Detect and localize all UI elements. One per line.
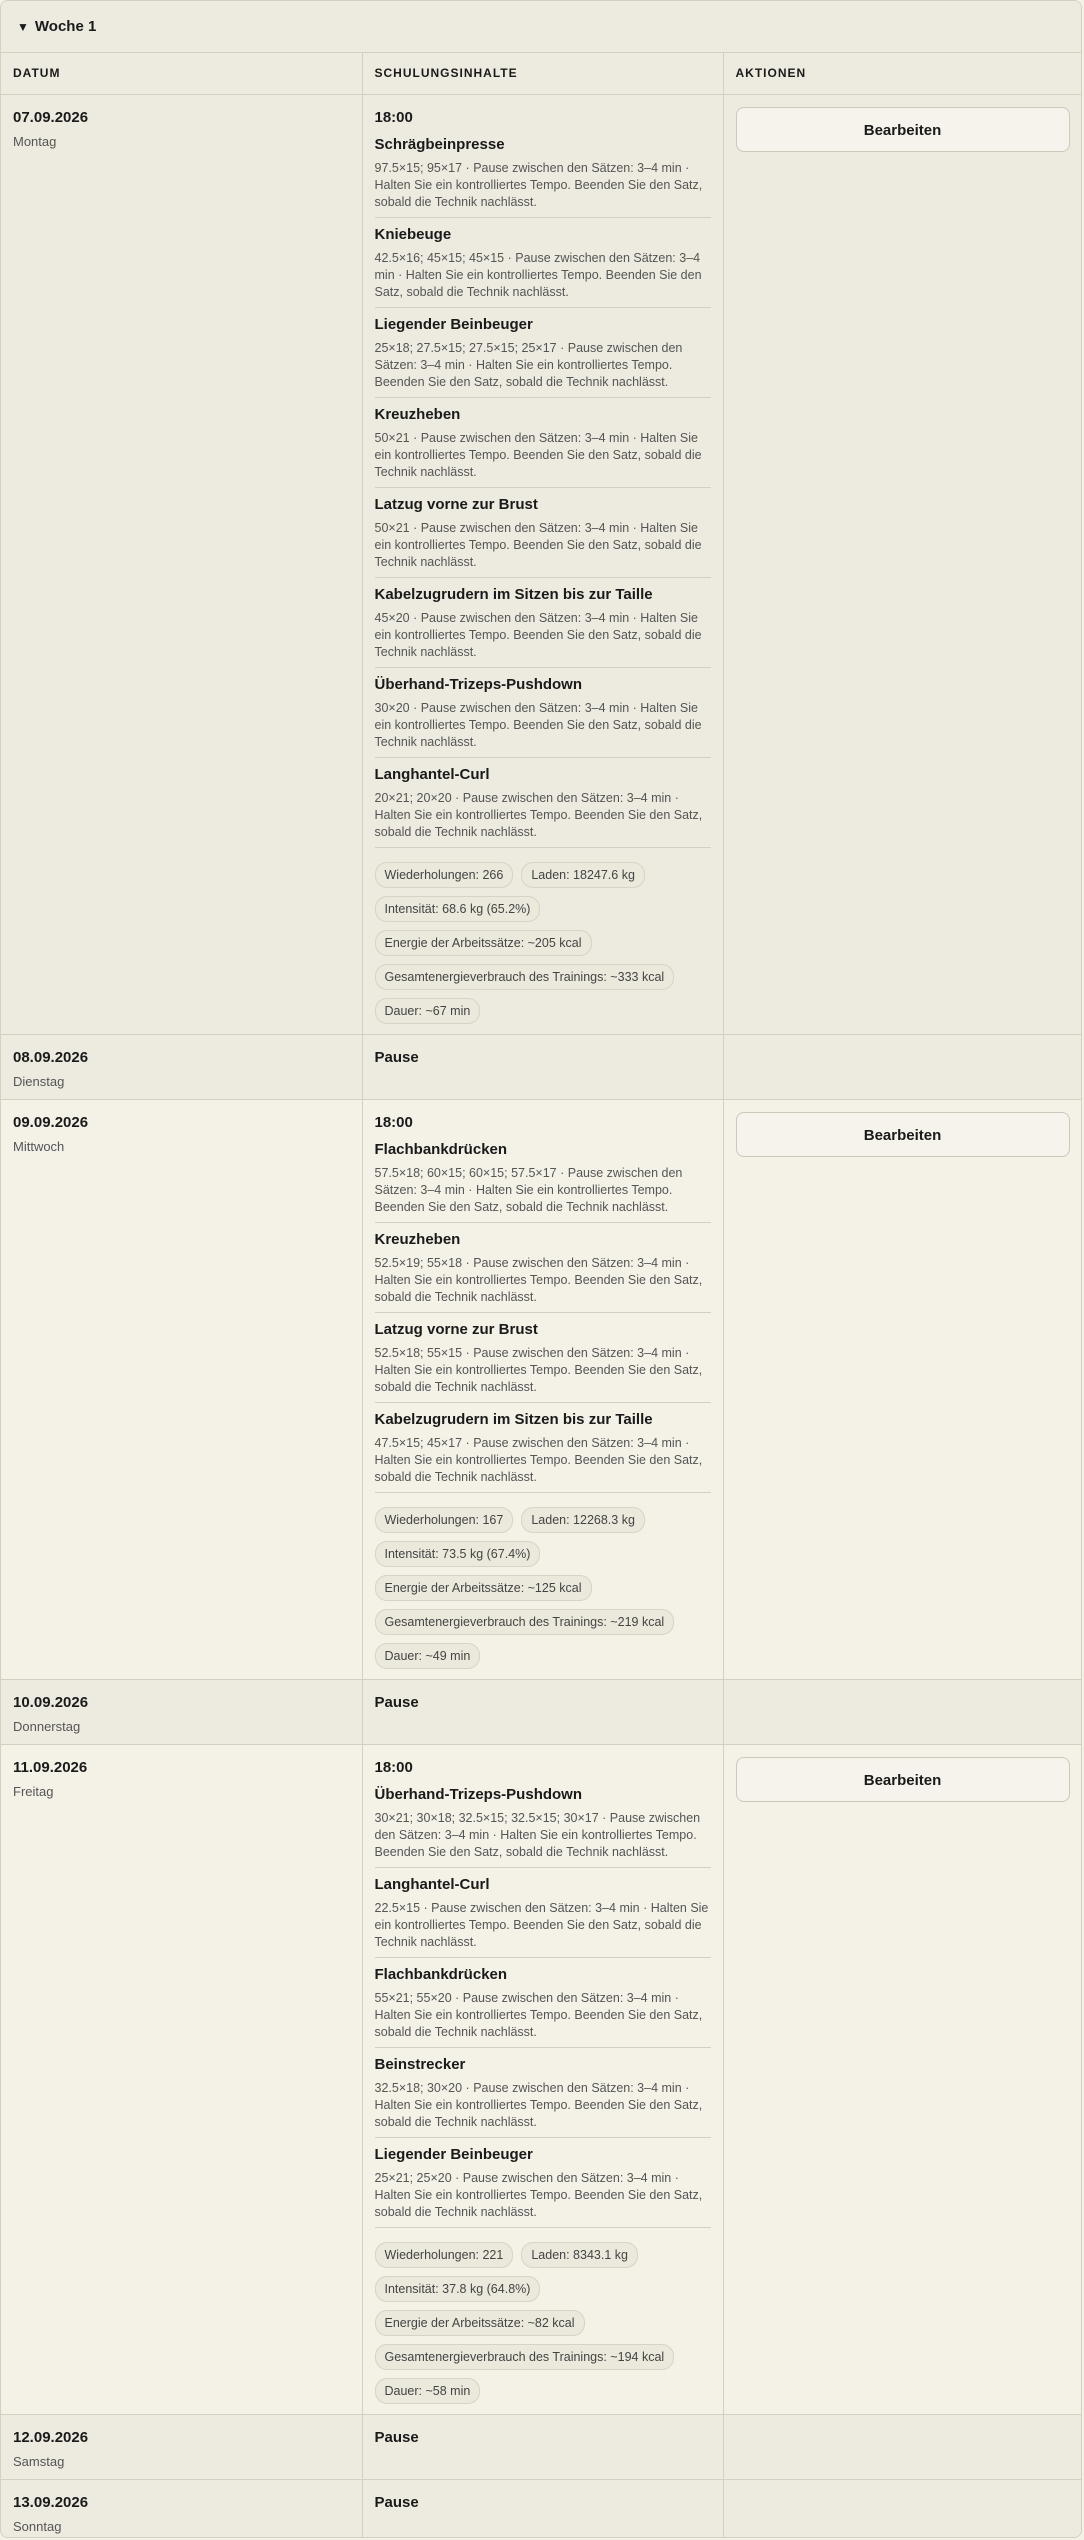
exercise-item [375,1137,711,1223]
date-cell [1,1034,362,1099]
exercise-detail: 55×21; 55×20 · Pause zwischen den Sätzen: 3–4 min · Halten Sie ein kontrolliertes Tempo. Beenden Sie den Satz, sobald die Technik nachlässt. [374,1990,703,2039]
stat-badge: Wiederholungen: 167 [375,1507,514,1533]
schedule-table [1,53,1082,2538]
table-row [1,1034,1082,1099]
exercise-item [375,758,711,848]
column-header-date: DATUM [1,53,362,94]
exercise-detail: 47.5×15; 45×17 · Pause zwischen den Sätzen: 3–4 min · Halten Sie ein kontrolliertes Tempo. Beenden Sie den Satz, sobald die Technik nachlässt. [374,1435,703,1484]
actions-cell [723,1679,1082,1744]
content-cell [362,94,723,1034]
date-cell [1,2414,362,2479]
stat-badge: Intensität: 73.5 kg (67.4%) [375,1541,541,1567]
table-row [1,1679,1082,1744]
table-row [1,1099,1082,1679]
session-time: 18:00 [374,108,413,126]
date-cell [1,2479,362,2538]
exercise-item [375,1223,711,1313]
content-cell [362,1744,723,2414]
rest-label: Pause [374,2428,419,2446]
exercise-detail: 52.5×19; 55×18 · Pause zwischen den Sätzen: 3–4 min · Halten Sie ein kontrolliertes Tempo. Beenden Sie den Satz, sobald die Technik nachlässt. [374,1255,703,1304]
stat-badge: Gesamtenergieverbrauch des Trainings: ~333 kcal [375,964,675,990]
exercise-detail: 25×18; 27.5×15; 27.5×15; 25×17 · Pause zwischen den Sätzen: 3–4 min · Halten Sie ein kontrolliertes Tempo. Beenden Sie den Satz, sobald die Technik nachlässt. [374,340,683,389]
table-row [1,2479,1082,2538]
exercise-detail: 50×21 · Pause zwischen den Sätzen: 3–4 min · Halten Sie ein kontrolliertes Tempo. Beenden Sie den Satz, sobald die Technik nachlässt. [374,520,702,569]
day-date: 08.09.2026 [13,1048,89,1066]
exercise-item [375,1958,711,2048]
exercise-name: Langhantel-Curl [374,765,490,783]
stat-badge: Intensität: 37.8 kg (64.8%) [375,2276,541,2302]
triangle-down-icon: ▼ [17,19,29,34]
day-weekday: Montag [13,133,57,149]
table-header-row [1,53,1082,94]
exercise-name: Schrägbeinpresse [374,135,505,153]
stat-badge: Energie der Arbeitssätze: ~205 kcal [375,930,592,956]
exercise-item [375,1868,711,1958]
day-weekday: Freitag [13,1783,54,1799]
actions-cell [723,2479,1082,2538]
rest-label: Pause [374,1048,419,1066]
exercise-item [375,398,711,488]
exercise-item [375,132,711,218]
day-weekday: Donnerstag [13,1718,81,1734]
table-row [1,1744,1082,2414]
exercise-item [375,218,711,308]
content-cell [362,1099,723,1679]
table-row [1,2414,1082,2479]
date-cell [1,1744,362,2414]
actions-cell [723,1099,1082,1679]
day-date: 10.09.2026 [13,1693,89,1711]
date-cell [1,94,362,1034]
table-row [1,94,1082,1034]
day-date: 07.09.2026 [13,108,89,126]
day-date: 13.09.2026 [13,2493,89,2511]
exercise-detail: 45×20 · Pause zwischen den Sätzen: 3–4 min · Halten Sie ein kontrolliertes Tempo. Beenden Sie den Satz, sobald die Technik nachlässt. [374,610,702,659]
exercise-detail: 30×21; 30×18; 32.5×15; 32.5×15; 30×17 · Pause zwischen den Sätzen: 3–4 min · Halten Sie ein kontrolliertes Tempo. Beenden Sie den Satz, sobald die Technik nachlässt. [374,1810,701,1859]
exercise-name: Liegender Beinbeuger [374,315,533,333]
day-weekday: Mittwoch [13,1138,65,1154]
session-time: 18:00 [374,1758,413,1776]
exercise-name: Kreuzheben [374,405,461,423]
exercise-name: Kabelzugrudern im Sitzen bis zur Taille [374,585,653,603]
exercise-item [375,578,711,668]
rest-label: Pause [374,1693,419,1711]
stat-badge: Wiederholungen: 266 [375,862,514,888]
day-date: 12.09.2026 [13,2428,89,2446]
content-cell [362,1034,723,1099]
stat-badge: Wiederholungen: 221 [375,2242,514,2268]
actions-cell [723,1034,1082,1099]
exercise-name: Flachbankdrücken [374,1140,508,1158]
exercise-name: Langhantel-Curl [374,1875,490,1893]
exercise-item [375,1403,711,1493]
exercise-name: Kabelzugrudern im Sitzen bis zur Taille [374,1410,653,1428]
stat-badge: Dauer: ~67 min [375,998,481,1024]
exercise-detail: 20×21; 20×20 · Pause zwischen den Sätzen: 3–4 min · Halten Sie ein kontrolliertes Tempo. Beenden Sie den Satz, sobald die Technik nachlässt. [374,790,703,839]
stats-badges [375,1507,715,1669]
stat-badge: Gesamtenergieverbrauch des Trainings: ~194 kcal [375,2344,675,2370]
stat-badge: Intensität: 68.6 kg (65.2%) [375,896,541,922]
day-weekday: Samstag [13,2453,65,2469]
actions-cell [723,1744,1082,2414]
session-time: 18:00 [374,1113,413,1131]
exercise-detail: 25×21; 25×20 · Pause zwischen den Sätzen: 3–4 min · Halten Sie ein kontrolliertes Tempo. Beenden Sie den Satz, sobald die Technik nachlässt. [374,2170,703,2219]
stat-badge: Laden: 8343.1 kg [521,2242,638,2268]
content-cell [362,2414,723,2479]
stat-badge: Laden: 18247.6 kg [521,862,645,888]
stat-badge: Dauer: ~49 min [375,1643,481,1669]
exercise-detail: 22.5×15 · Pause zwischen den Sätzen: 3–4 min · Halten Sie ein kontrolliertes Tempo. Beenden Sie den Satz, sobald die Technik nachlässt. [374,1900,709,1949]
stat-badge: Gesamtenergieverbrauch des Trainings: ~219 kcal [375,1609,675,1635]
exercise-detail: 32.5×18; 30×20 · Pause zwischen den Sätzen: 3–4 min · Halten Sie ein kontrolliertes Tempo. Beenden Sie den Satz, sobald die Technik nachlässt. [374,2080,703,2129]
exercise-detail: 57.5×18; 60×15; 60×15; 57.5×17 · Pause zwischen den Sätzen: 3–4 min · Halten Sie ein kontrolliertes Tempo. Beenden Sie den Satz, sobald die Technik nachlässt. [374,1165,683,1214]
column-header-actions: AKTIONEN [723,53,1082,94]
stat-badge: Laden: 12268.3 kg [521,1507,645,1533]
week-title: Woche 1 [34,18,97,35]
exercise-item [375,488,711,578]
stats-badges [375,2242,715,2404]
exercise-name: Liegender Beinbeuger [374,2145,533,2163]
stat-badge: Energie der Arbeitssätze: ~82 kcal [375,2310,585,2336]
stat-badge: Dauer: ~58 min [375,2378,481,2404]
exercise-detail: 50×21 · Pause zwischen den Sätzen: 3–4 min · Halten Sie ein kontrolliertes Tempo. Beenden Sie den Satz, sobald die Technik nachlässt. [374,430,702,479]
exercise-name: Überhand-Trizeps-Pushdown [374,675,583,693]
day-date: 11.09.2026 [13,1758,88,1776]
day-weekday: Dienstag [13,1073,65,1089]
exercise-detail: 52.5×18; 55×15 · Pause zwischen den Sätzen: 3–4 min · Halten Sie ein kontrolliertes Tempo. Beenden Sie den Satz, sobald die Technik nachlässt. [374,1345,703,1394]
exercise-name: Beinstrecker [374,2055,466,2073]
exercise-name: Überhand-Trizeps-Pushdown [374,1785,583,1803]
rest-label: Pause [374,2493,419,2511]
exercise-item [375,1782,711,1868]
exercise-item [375,668,711,758]
content-cell [362,2479,723,2538]
exercise-name: Kreuzheben [374,1230,461,1248]
exercise-detail: 97.5×15; 95×17 · Pause zwischen den Sätzen: 3–4 min · Halten Sie ein kontrolliertes Tempo. Beenden Sie den Satz, sobald die Technik nachlässt. [374,160,703,209]
exercise-item [375,2048,711,2138]
exercise-name: Flachbankdrücken [374,1965,508,1983]
day-weekday: Sonntag [13,2518,62,2534]
edit-button[interactable]: Bearbeiten [736,1112,1070,1157]
column-header-content: SCHULUNGSINHALTE [362,53,723,94]
content-cell [362,1679,723,1744]
stats-badges [375,862,715,1024]
date-cell [1,1679,362,1744]
exercise-detail: 30×20 · Pause zwischen den Sätzen: 3–4 min · Halten Sie ein kontrolliertes Tempo. Beenden Sie den Satz, sobald die Technik nachlässt. [374,700,702,749]
exercise-name: Latzug vorne zur Brust [374,1320,538,1338]
exercise-item [375,308,711,398]
day-date: 09.09.2026 [13,1113,89,1131]
edit-button[interactable]: Bearbeiten [736,107,1070,152]
exercise-detail: 42.5×16; 45×15; 45×15 · Pause zwischen den Sätzen: 3–4 min · Halten Sie ein kontrolliertes Tempo. Beenden Sie den Satz, sobald die Technik nachlässt. [374,250,702,299]
week-toggle[interactable] [1,1,1081,53]
actions-cell [723,94,1082,1034]
stat-badge: Energie der Arbeitssätze: ~125 kcal [375,1575,592,1601]
exercise-name: Kniebeuge [374,225,452,243]
date-cell [1,1099,362,1679]
exercise-name: Latzug vorne zur Brust [374,495,538,513]
exercise-item [375,1313,711,1403]
exercise-item [375,2138,711,2228]
edit-button[interactable]: Bearbeiten [736,1757,1070,1802]
actions-cell [723,2414,1082,2479]
